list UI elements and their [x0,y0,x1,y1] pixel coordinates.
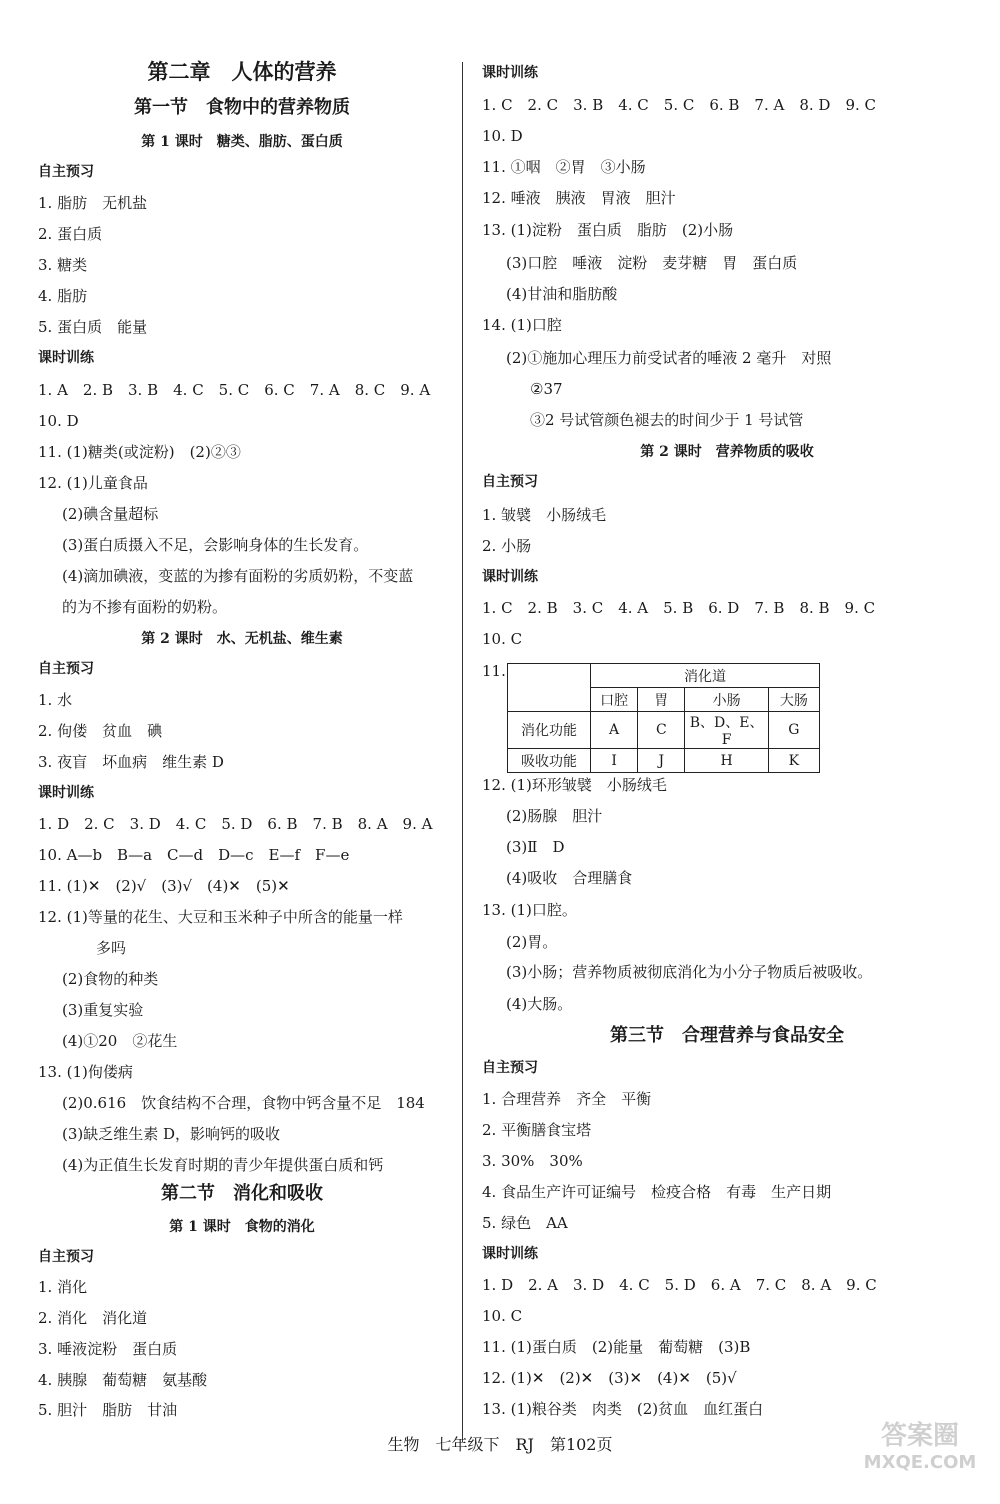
answer-line: 3. 夜盲 坏血病 维生素 D [38,753,224,771]
answer-line: (4)大肠。 [506,995,573,1013]
answer-line: 12. (1)✕ (2)✕ (3)✕ (4)✕ (5)√ [482,1369,737,1387]
answer-line: 3. 糖类 [38,256,88,274]
answer-line: 4. 脂肪 [38,287,88,305]
answer-line: 12. (1)等量的花生、大豆和玉米种子中所含的能量一样 [38,908,403,926]
answer-line: 2. 消化 消化道 [38,1309,148,1327]
table-row-label: 消化功能 [508,712,591,749]
answer-line: ②37 [530,380,563,398]
answer-line: (4)甘油和脂肪酸 [506,285,618,303]
answer-line: ③2 号试管颜色褪去的时间少于 1 号试管 [530,411,804,429]
answer-line: 10. C [482,630,523,648]
section-title: 第三节 合理营养与食品安全 [610,1025,844,1046]
answer-line: 11. (1)蛋白质 (2)能量 葡萄糖 (3)B [482,1338,751,1356]
answer-line: 5. 绿色 AA [482,1214,568,1232]
preview-label: 自主预习 [482,474,538,490]
answer-line: (2)①施加心理压力前受试者的唾液 2 毫升 对照 [506,349,832,367]
training-label: 课时训练 [482,65,538,81]
answer-line: 1. 消化 [38,1278,88,1296]
table-cell: C [638,712,685,749]
preview-label: 自主预习 [38,1249,94,1265]
answer-line: 13. (1)佝偻病 [38,1063,133,1081]
answer-line: 1. A 2. B 3. B 4. C 5. C 6. C 7. A 8. C 9. A [38,381,431,399]
preview-label: 自主预习 [38,661,94,677]
lesson-title: 第 1 课时 糖类、脂肪、蛋白质 [141,134,343,150]
answer-line: 3. 唾液淀粉 蛋白质 [38,1340,178,1358]
answer-line: 10. D [38,412,79,430]
table-col-header: 口腔 [591,688,638,712]
answer-line: 12. (1)儿童食品 [38,474,148,492]
table-col-header: 大肠 [768,688,819,712]
section-title: 第一节 食物中的营养物质 [134,97,350,118]
answer-line: 13. (1)淀粉 蛋白质 脂肪 (2)小肠 [482,221,734,239]
lesson-title: 第 2 课时 水、无机盐、维生素 [141,631,343,647]
chapter-title: 第二章 人体的营养 [147,59,337,84]
answer-line: 12. 唾液 胰液 胃液 胆汁 [482,189,676,207]
answer-line: (3)重复实验 [62,1001,144,1019]
answer-line: (2)食物的种类 [62,970,159,988]
answer-line: (3)Ⅱ D [506,838,565,856]
answer-line: 11. (1)糖类(或淀粉) (2)②③ [38,443,241,461]
watermark-text: 答案圈 [880,1421,959,1451]
answer-line: (3)缺乏维生素 D，影响钙的吸收 [62,1125,281,1143]
answer-line: 1. C 2. B 3. C 4. A 5. B 6. D 7. B 8. B 9. C [482,599,876,617]
answer-line: 3. 30% 30% [482,1152,583,1170]
table-header: 消化道 [591,664,820,688]
answer-line: (2)肠腺 胆汁 [506,807,603,825]
training-label: 课时训练 [482,1246,538,1262]
answer-line: 1. 皱襞 小肠绒毛 [482,506,607,524]
watermark-url: MXQE.COM [863,1452,977,1473]
answer-line: (2)0.616 饮食结构不合理，食物中钙含量不足 184 [62,1094,425,1112]
table-cell: I [591,749,638,773]
answer-line: 多吗 [96,939,127,957]
table-row-label: 吸收功能 [508,749,591,773]
preview-label: 自主预习 [482,1060,538,1076]
table-col-header: 胃 [638,688,685,712]
answer-line: (3)小肠；营养物质被彻底消化为小分子物质后被吸收。 [506,963,873,981]
training-label: 课时训练 [482,569,538,585]
table-row [508,749,820,773]
answer-line: (2)碘含量超标 [62,505,159,523]
table-cell: A [591,712,638,749]
answer-line: (3)口腔 唾液 淀粉 麦芽糖 胃 蛋白质 [506,254,798,272]
answer-line: 2. 佝偻 贫血 碘 [38,722,163,740]
lesson-title: 第 2 课时 营养物质的吸收 [640,444,814,460]
answer-line: 4. 食品生产许可证编号 检疫合格 有毒 生产日期 [482,1183,832,1201]
answer-line: 5. 胆汁 脂肪 甘油 [38,1401,178,1419]
table-cell: B、D、E、F [685,712,768,749]
answer-line: 1. D 2. A 3. D 4. C 5. D 6. A 7. C 8. A 9. C [482,1276,877,1294]
answer-line: 10. C [482,1307,523,1325]
table-cell: G [768,712,819,749]
table-col-header: 小肠 [685,688,768,712]
answer-line: 13. (1)口腔。 [482,901,577,919]
page-footer: 生物 七年级下 RJ 第102页 [387,1435,613,1454]
watermark-logo [860,1415,980,1485]
answer-line: 12. (1)环形皱襞 小肠绒毛 [482,776,667,794]
preview-label: 自主预习 [38,164,94,180]
answer-line: 1. C 2. C 3. B 4. C 5. C 6. B 7. A 8. D 9. C [482,96,877,114]
answer-line: (4)为正值生长发育时期的青少年提供蛋白质和钙 [62,1156,384,1174]
answer-line: 2. 小肠 [482,537,532,555]
column-divider [462,62,463,1442]
answer-line: 14. (1)口腔 [482,316,562,334]
answer-line: 1. D 2. C 3. D 4. C 5. D 6. B 7. B 8. A 9. A [38,815,433,833]
training-label: 课时训练 [38,350,94,366]
digestion-table [507,663,820,773]
training-label: 课时训练 [38,785,94,801]
lesson-title: 第 1 课时 食物的消化 [169,1219,315,1235]
table-cell: K [768,749,819,773]
answer-line: 10. A—b B—a C—d D—c E—f F—e [38,846,350,864]
table-corner-cell [508,664,591,712]
answer-line: (4)滴加碘液，变蓝的为掺有面粉的劣质奶粉，不变蓝 [62,567,414,585]
answer-line: 5. 蛋白质 能量 [38,318,148,336]
answer-line: 1. 脂肪 无机盐 [38,194,148,212]
answer-line: 13. (1)粮谷类 肉类 (2)贫血 血红蛋白 [482,1400,764,1418]
answer-line: 2. 蛋白质 [38,225,103,243]
answer-line: 11. (1)✕ (2)√ (3)√ (4)✕ (5)✕ [38,877,290,895]
table-row [508,712,820,749]
answer-line: 1. 合理营养 齐全 平衡 [482,1090,652,1108]
answer-line: (2)胃。 [506,933,558,951]
table-cell: H [685,749,768,773]
table-cell: J [638,749,685,773]
answer-line: 11. ①咽 ②胃 ③小肠 [482,158,646,176]
answer-line: 10. D [482,127,523,145]
answer-line: 的为不掺有面粉的奶粉。 [62,598,228,616]
answer-line: 11. [482,662,506,680]
answer-line: 1. 水 [38,691,73,709]
answer-line: (4)吸收 合理膳食 [506,869,633,887]
answer-line: 4. 胰腺 葡萄糖 氨基酸 [38,1371,208,1389]
answer-line: (3)蛋白质摄入不足，会影响身体的生长发育。 [62,536,369,554]
section-title: 第二节 消化和吸收 [161,1183,323,1204]
answer-line: (4)①20 ②花生 [62,1032,178,1050]
answer-line: 2. 平衡膳食宝塔 [482,1121,592,1139]
